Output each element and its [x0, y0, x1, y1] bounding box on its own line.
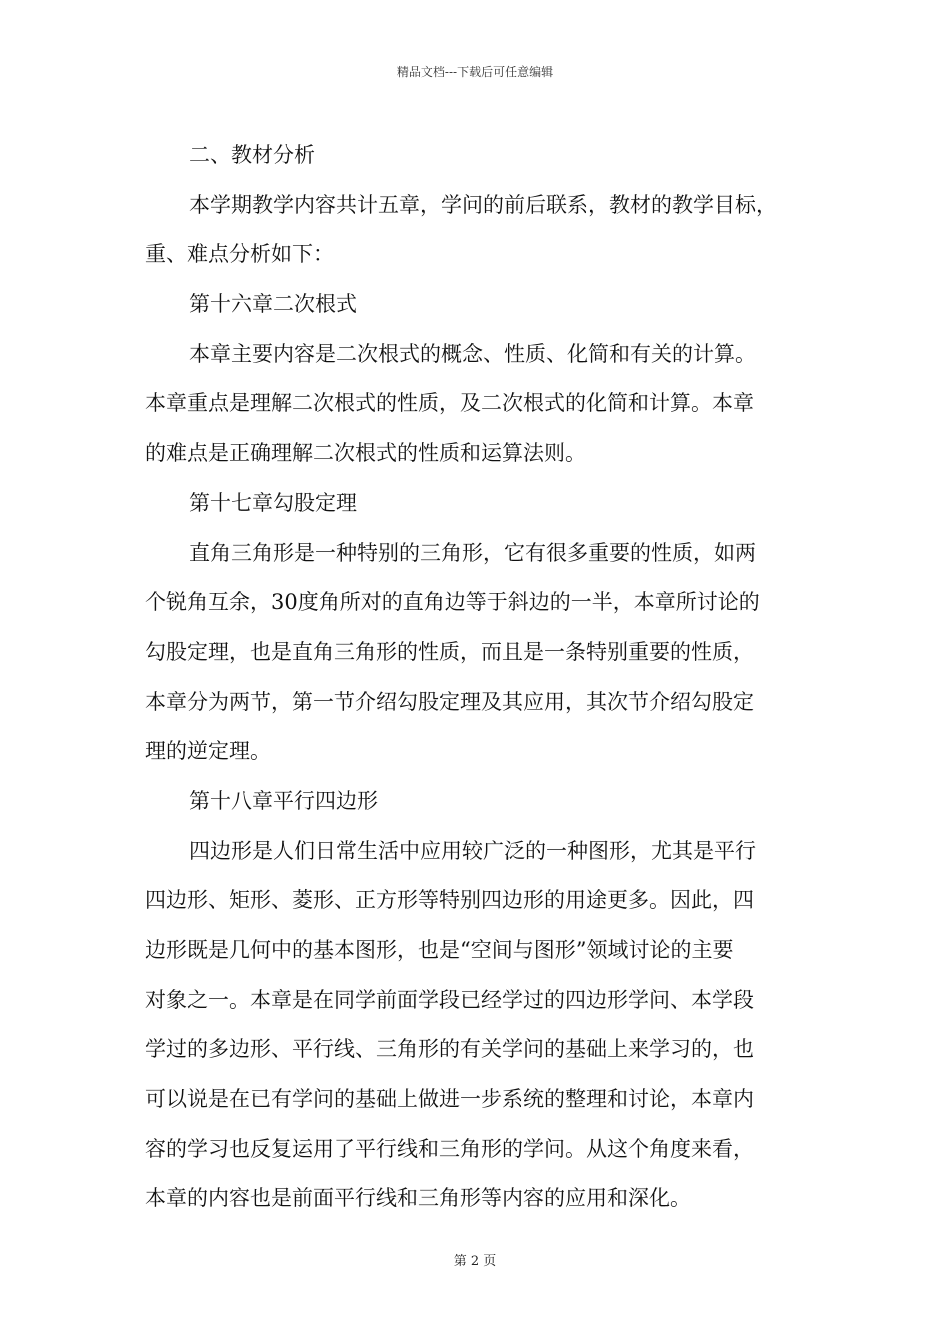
- paragraph-line: 本章的内容也是前面平行线和三角形等内容的应用和深化。: [145, 1186, 691, 1211]
- paragraph-line: 理的逆定理。: [145, 739, 271, 764]
- paragraph-line: 勾股定理，也是直角三角形的性质，而且是一条特别重要的性质，: [145, 639, 754, 664]
- paragraph-line: 对象之一。本章是在同学前面学段已经学过的四边形学问、本学段: [145, 987, 754, 1012]
- paragraph-line: 可以说是在已有学问的基础上做进一步系统的整理和讨论，本章内: [145, 1087, 754, 1112]
- paragraph-line: 本学期教学内容共计五章，学问的前后联系，教材的教学目标，: [189, 192, 777, 217]
- chapter-heading: 第十七章勾股定理: [189, 490, 357, 515]
- page-number: 第 2 页: [453, 1254, 497, 1269]
- paragraph-line: 学过的多边形、平行线、三角形的有关学问的基础上来学习的，也: [145, 1037, 754, 1062]
- paragraph-line: 直角三角形是一种特别的三角形，它有很多重要的性质，如两: [189, 540, 756, 565]
- paragraph-line: 容的学习也反复运用了平行线和三角形的学问。从这个角度来看，: [145, 1136, 754, 1161]
- paragraph-line: 本章重点是理解二次根式的性质，及二次根式的化简和计算。本章: [145, 391, 754, 416]
- paragraph-line: 四边形是人们日常生活中应用较广泛的一种图形，尤其是平行: [189, 838, 756, 863]
- page-header: 精品文档---下载后可任意编辑: [396, 65, 554, 79]
- paragraph-line: 边形既是几何中的基本图形，也是“空间与图形”领域讨论的主要: [145, 938, 734, 962]
- paragraph-line: 本章分为两节，第一节介绍勾股定理及其应用，其次节介绍勾股定: [145, 689, 754, 714]
- section-heading: 二、教材分析: [189, 143, 315, 167]
- paragraph-line: 本章主要内容是二次根式的概念、性质、化简和有关的计算。: [189, 341, 756, 366]
- document-body: [145, 131, 810, 1224]
- paragraph-line: 个锐角互余，30度角所对的直角边等于斜边的一半，本章所讨论的: [145, 590, 760, 615]
- chapter-heading: 第十六章二次根式: [189, 292, 357, 317]
- paragraph-line: 的难点是正确理解二次根式的性质和运算法则。: [145, 441, 586, 466]
- paragraph-line: 四边形、矩形、菱形、正方形等特别四边形的用途更多。因此，四: [145, 888, 754, 913]
- chapter-heading: 第十八章平行四边形: [189, 788, 378, 813]
- paragraph-line: 重、难点分析如下：: [145, 242, 334, 267]
